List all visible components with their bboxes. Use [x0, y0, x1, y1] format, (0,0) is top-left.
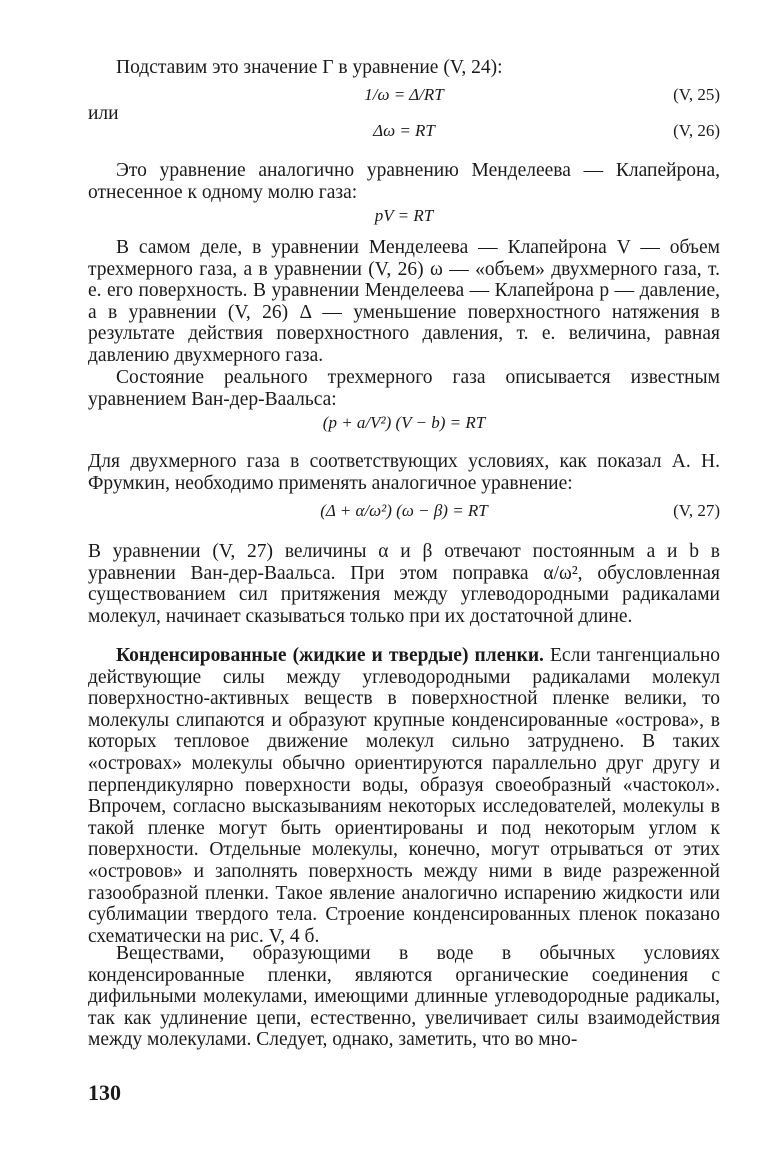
equation-v26 [88, 120, 720, 142]
equation-v27-formula: (Δ + α/ω²) (ω − β) = RT [320, 501, 488, 520]
equation-v25-number: (V, 25) [673, 85, 720, 104]
paragraph-comparison: В самом деле, в уравнении Менделеева — Клапейрона V — объем трехмерного газа, а в уравнении (V, 26) ω — «объем» двухмерного газа, т. е. его поверхность. В уравнении Менделеева — Клапейрона p — давление, а в уравнении (V, 26) Δ — уменьшение поверхностного натяжения в результате действия поверхностного давления, т. е. величина, равная давлению двухмерного газа. [88, 237, 720, 366]
paragraph-substances: Веществами, образующими в воде в обычных условиях конденсированные пленки, являются органические соединения с дифильными молекулами, имеющими длинные углеводородные радикалы, так как удлинение цепи, естественно, увеличивает силы взаимодействия между молекулами. Следует, однако, заметить, что во мно- [88, 943, 720, 1051]
paragraph-condensed-films [88, 645, 720, 947]
equation-mendeleev [88, 205, 720, 227]
equation-vdw [88, 412, 720, 434]
equation-v25 [88, 84, 720, 106]
page-number: 130 [88, 1080, 121, 1105]
equation-v26-number: (V, 26) [673, 121, 720, 140]
equation-vdw-formula: (p + a/V²) (V − b) = RT [322, 413, 486, 432]
equation-v25-formula: 1/ω = Δ/RT [364, 85, 444, 104]
equation-mendeleev-formula: pV = RT [374, 206, 434, 225]
paragraph-analogy: Это уравнение аналогично уравнению Менделеева — Клапейрона, отнесенное к одному молю газа: [88, 160, 720, 203]
equation-v26-formula: Δω = RT [373, 121, 435, 140]
equation-v27-number: (V, 27) [673, 501, 720, 520]
paragraph-vdw-intro: Состояние реального трехмерного газа описывается известным уравнением Ван-дер-Ваальса: [88, 367, 720, 410]
section-heading-condensed-films: Конденсированные (жидкие и твердые) пленки. [116, 645, 544, 666]
paragraph-constants: В уравнении (V, 27) величины α и β отвечают постоянным a и b в уравнении Ван-дер-Ваальса. При этом поправка α/ω², обусловленная существованием сил притяжения между углеводородными радикалами молекул, начинает сказываться только при их достаточной длине. [88, 541, 720, 627]
paragraph-frumkin: Для двухмерного газа в соответствующих условиях, как показал А. Н. Фрумкин, необходимо применять аналогичное уравнение: [88, 451, 720, 494]
equation-v27 [88, 500, 720, 522]
paragraph-substitution: Подставим это значение Г в уравнение (V, 24): [116, 57, 503, 78]
paragraph-condensed-films-body: Если тангенциально действующие силы между углеводородными радикалами молекул поверхностно-активных веществ в поверхностной пленке велики, то молекулы слипаются и образуют крупные конденсированные «острова», в которых тепловое движение молекул сильно затруднено. В таких «островах» молекулы обычно ориентируются параллельно друг другу и перпендикулярно поверхности воды, образуя своеобразный «частокол». Впрочем, согласно высказываниям некоторых исследователей, молекулы в такой пленке могут быть ориентированы и под некоторым углом к поверхности. Отдельные молекулы, конечно, могут отрываться от этих «островов» и заполнять поверхность между ними в виде разреженной газообразной пленки. Такое явление аналогично испарению жидкости или сублимации твердого тела. Строение конденсированных пленок показано схематически на рис. V, 4 б. [88, 645, 721, 947]
word-ili: или [88, 103, 119, 124]
